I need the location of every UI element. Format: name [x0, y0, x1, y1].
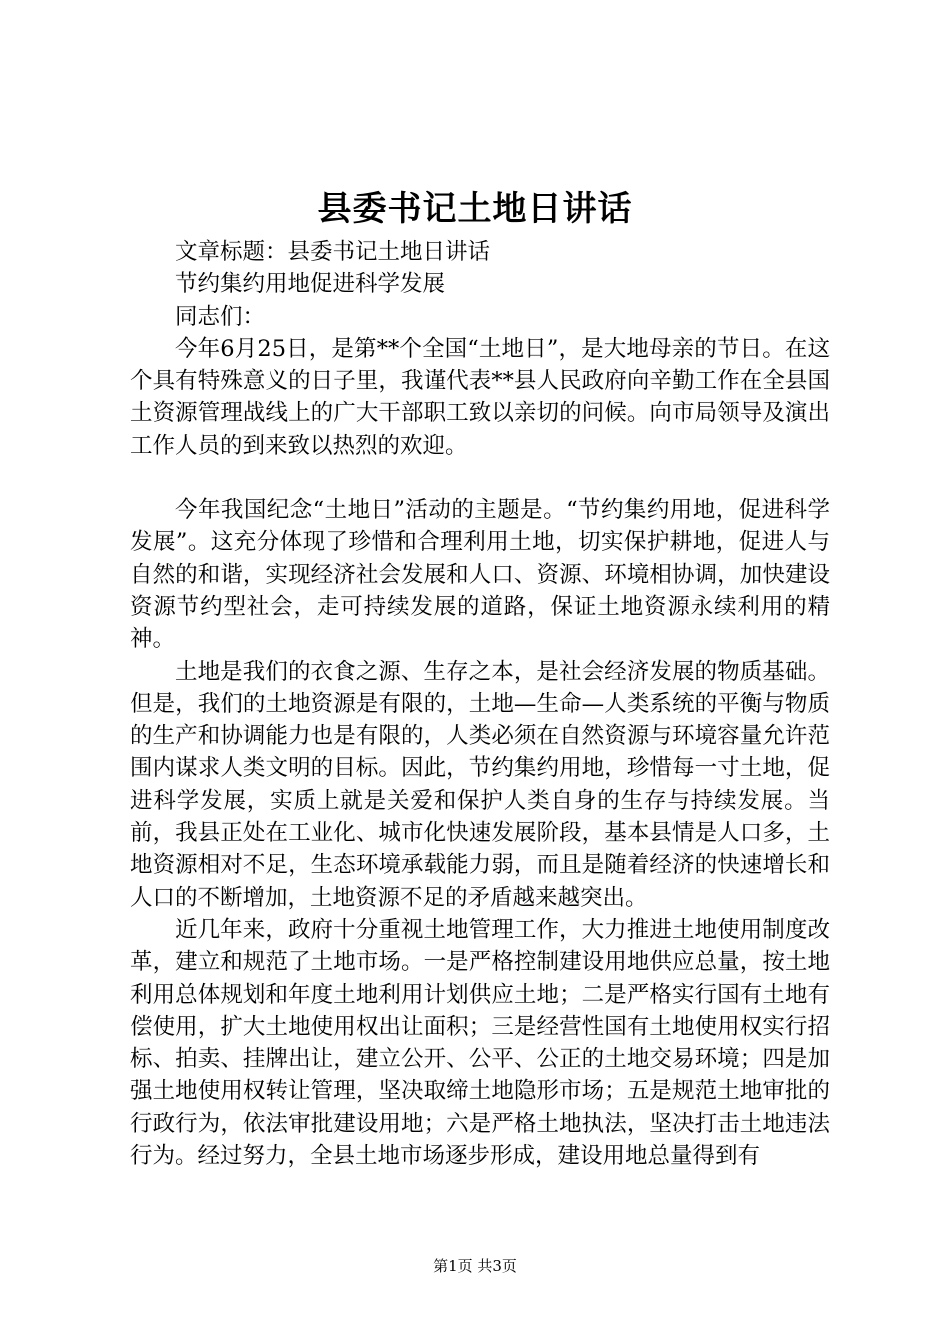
- document-body: [130, 236, 830, 1172]
- salutation: 同志们：: [175, 303, 266, 330]
- document-title: 县委书记土地日讲话: [317, 189, 633, 229]
- page-footer: 第1页 共3页: [433, 1257, 517, 1275]
- subtitle-line: 节约集约用地促进科学发展: [175, 271, 446, 298]
- paragraph-reform: 近几年来，政府十分重视土地管理工作，大力推进土地使用制度改革，建立和规范了土地市场。一是严格控制建设用地供应总量，按土地利用总体规划和年度土地利用计划供应土地；二是严格实行国有土地有偿使用，扩大土地使用权出让面积；三是经营性国有土地使用权实行招标、拍卖、挂牌出让，建立公开、公平、公正的土地交易环境；四是加强土地使用权转让管理，坚决取缔土地隐形市场；五是规范土地审批的行政行为，依法审批建设用地；六是严格土地执法，坚决打击土地违法行为。经过努力，全县土地市场逐步形成，建设用地总量得到有: [130, 916, 830, 1170]
- paragraph-land-basis: 土地是我们的衣食之源、生存之本，是社会经济发展的物质基础。但是，我们的土地资源是有限的，土地—生命—人类系统的平衡与物质的生产和协调能力也是有限的，人类必须在自然资源与环境容量允许范围内谋求人类文明的目标。因此，节约集约用地，珍惜每一寸土地，促进科学发展，实质上就是关爱和保护人类自身的生存与持续发展。当前，我县正处在工业化、城市化快速发展阶段，基本县情是人口多，土地资源相对不足，生态环境承载能力弱，而且是随着经济的快速增长和人口的不断增加，土地资源不足的矛盾越来越突出。: [130, 658, 830, 911]
- article-title-line: 文章标题：县委书记土地日讲话: [175, 239, 491, 265]
- paragraph-theme: 今年我国纪念“土地日”活动的主题是。“节约集约用地，促进科学发展”。这充分体现了珍惜和合理利用土地，切实保护耕地，促进人与自然的和谐，实现经济社会发展和人口、资源、环境相协调，加快建设资源节约型社会，走可持续发展的道路，保证土地资源永续利用的精神。: [130, 497, 830, 653]
- paragraph-greeting: 今年6月25日，是第**个全国“土地日”，是大地母亲的节日。在这个具有特殊意义的日子里，我谨代表**县人民政府向辛勤工作在全县国土资源管理战线上的广大干部职工致以亲切的问候。向市局领导及演出工作人员的到来致以热烈的欢迎。: [130, 335, 830, 459]
